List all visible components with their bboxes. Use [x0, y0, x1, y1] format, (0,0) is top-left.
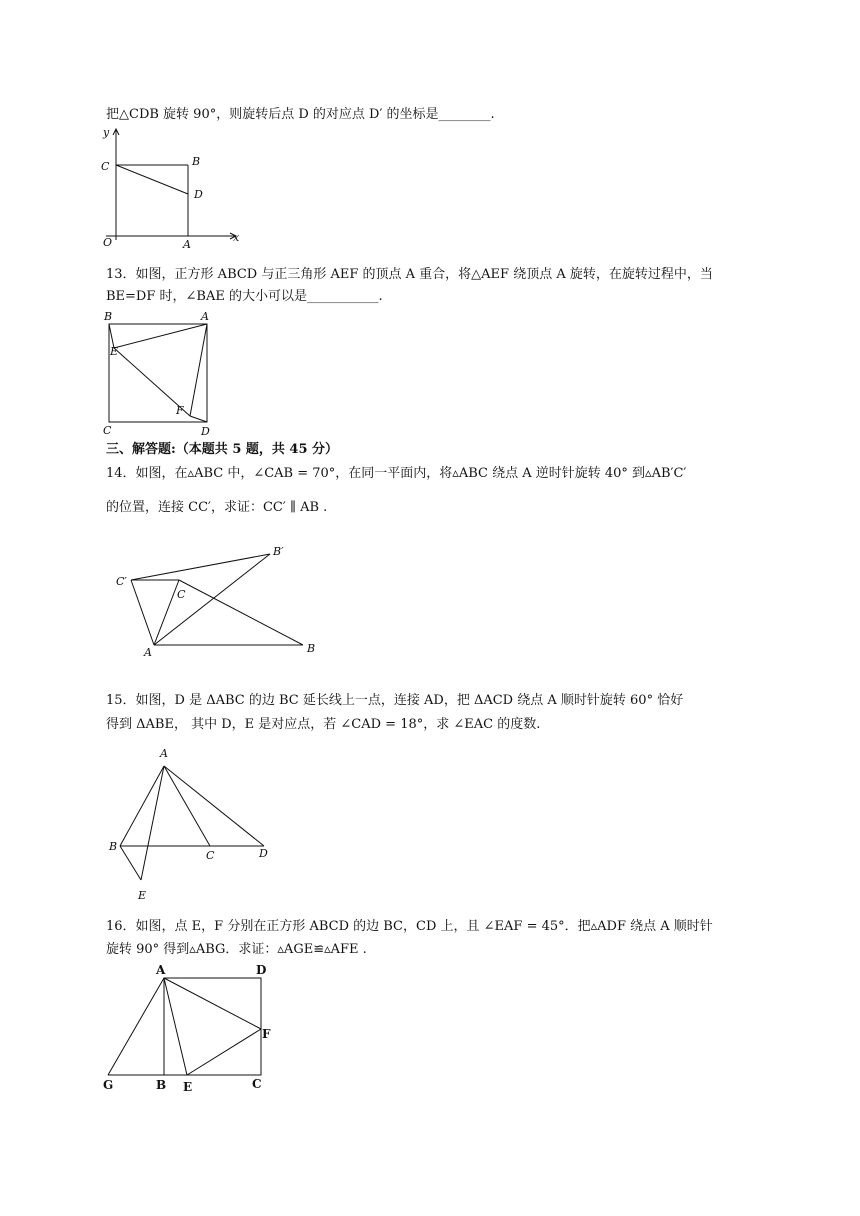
q16-text-line1: 16．如图，点 E，F 分别在正方形 ABCD 的边 BC，CD 上，且 ∠EAF = 45°．把▵ADF 绕点 A 顺时针 — [106, 919, 713, 934]
q12-label-x: x — [233, 231, 240, 244]
q16-text-line2: 旋转 90° 得到▵ABG．求证：▵AGE≌▵AFE . — [106, 942, 367, 957]
q16-label-g: G — [103, 1078, 114, 1092]
q14-text-line2: 的位置，连接 CC′，求证：CC′ ∥ AB . — [106, 500, 328, 515]
q15-segment-ae — [141, 766, 164, 880]
q15-label-a: A — [160, 747, 168, 760]
q16-segment-ag — [108, 978, 164, 1075]
q12-label-a: A — [183, 238, 191, 251]
q15-segment-be — [120, 846, 141, 880]
q14-label-c: C — [177, 588, 186, 601]
q13-segment-af — [190, 324, 207, 416]
q16-label-d: D — [256, 963, 267, 977]
q13-text-line1: 13．如图，正方形 ABCD 与正三角形 AEF 的顶点 A 重合，将△AEF 绕顶点 A 旋转，在旋转过程中，当 — [106, 267, 713, 282]
q13-label-a: A — [201, 310, 209, 323]
q13-label-f: F — [176, 404, 184, 417]
q13-segment-ae — [114, 324, 207, 348]
q12-label-b: B — [192, 155, 201, 168]
q16-square — [164, 978, 261, 1075]
q16-label-c: C — [252, 1077, 262, 1091]
q15-segment-ab — [120, 766, 164, 846]
q16-segment-ae — [164, 978, 187, 1075]
q15-figure — [104, 742, 280, 904]
q13-label-b: B — [104, 310, 113, 323]
q15-text-line2: 得到 ΔABE， 其中 D，E 是对应点，若 ∠CAD = 18°，求 ∠EAC 的度数. — [106, 717, 541, 732]
q16-label-b: B — [156, 1078, 167, 1092]
q13-square — [109, 324, 207, 422]
q12-segment-cd — [116, 165, 188, 194]
q12-label-o: O — [103, 236, 113, 249]
q12-label-y: y — [103, 126, 110, 139]
q13-label-c: C — [103, 424, 112, 437]
q13-figure — [100, 308, 220, 436]
q14-label-b: B — [307, 642, 316, 655]
q14-label-c-prime: C′ — [116, 575, 127, 588]
q16-segment-af — [164, 978, 261, 1029]
q12-figure — [100, 126, 250, 250]
section-heading: 三、解答题:（本题共 5 题，共 45 分） — [106, 442, 339, 457]
q14-text-line1: 14．如图，在▵ABC 中，∠CAB = 70°，在同一平面内，将▵ABC 绕点 A 逆时针旋转 40° 到▵AB′C′ — [106, 466, 687, 481]
q16-label-a: A — [156, 963, 166, 977]
q12-text-line1: 把△CDB 旋转 90°，则旋转后点 D 的对应点 D′ 的坐标是________. — [106, 107, 495, 122]
q14-segment-c1a — [131, 580, 154, 645]
q13-label-d: D — [201, 425, 210, 438]
q15-label-e: E — [138, 889, 147, 902]
q14-segment-c1b1 — [131, 554, 270, 580]
q16-label-f: F — [262, 1027, 271, 1041]
q15-label-b: B — [109, 840, 118, 853]
q12-label-d: D — [194, 188, 203, 201]
q15-text-line1: 15．如图，D 是 ΔABC 的边 BC 延长线上一点，连接 AD，把 ΔACD 绕点 A 顺时针旋转 60° 恰好 — [106, 693, 684, 708]
q14-figure — [110, 542, 330, 664]
q15-label-c: C — [206, 849, 215, 862]
q13-text-line2: BE=DF 时，∠BAE 的大小可以是___________. — [106, 289, 383, 304]
q14-label-b-prime: B′ — [273, 545, 284, 558]
q16-figure — [100, 962, 280, 1094]
q15-segment-ad — [164, 766, 264, 846]
q15-label-d: D — [259, 847, 268, 860]
q15-segment-ac — [164, 766, 210, 846]
q12-label-c: C — [101, 160, 110, 173]
q13-segment-fd — [190, 416, 207, 422]
q16-segment-ef — [187, 1029, 261, 1075]
q13-label-e: E — [110, 345, 119, 358]
q14-segment-cb — [179, 580, 303, 645]
q14-label-a: A — [144, 646, 152, 659]
q16-label-e: E — [183, 1080, 193, 1094]
